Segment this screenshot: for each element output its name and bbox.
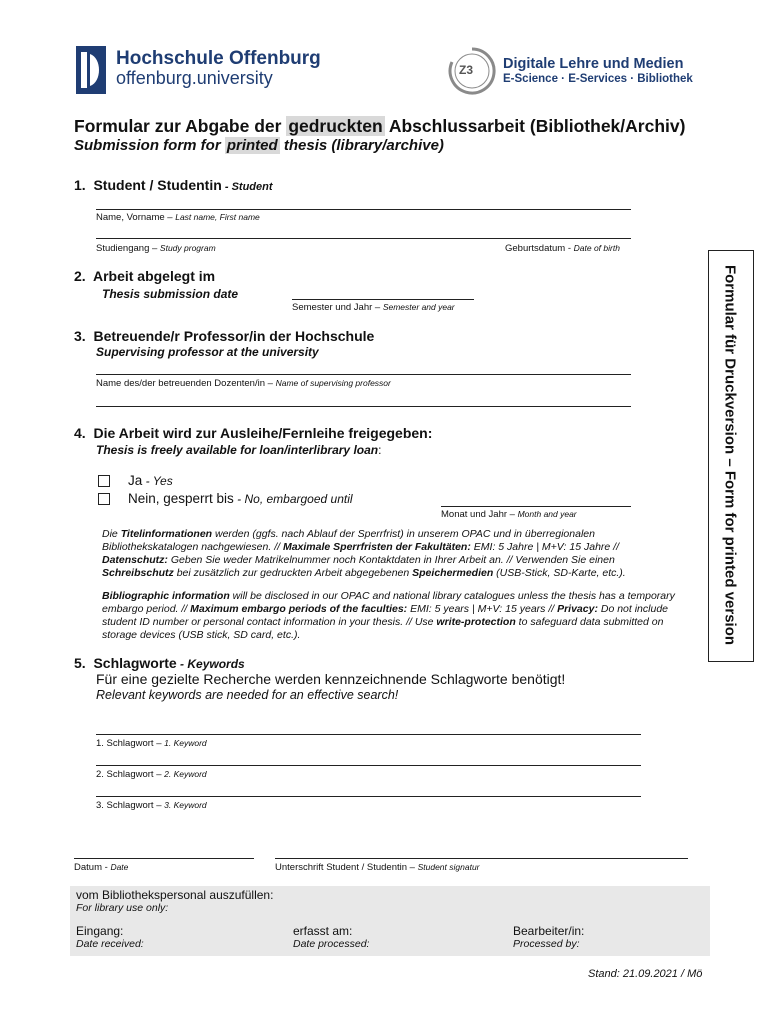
form-title-en: Submission form for printed thesis (library/archive) [74, 137, 444, 154]
side-label: Formular für Druckversion – Form for printed version [721, 264, 739, 646]
library-use-box [70, 886, 710, 956]
processed-label: erfasst am: [293, 924, 353, 938]
section2-sub: Thesis submission date [102, 287, 239, 301]
received-label-en: Date received: [76, 938, 144, 950]
semester-field-label: Semester und Jahr – Semester and year [292, 302, 455, 313]
processed-label-en: Date processed: [293, 938, 370, 950]
keyword1-label: 1. Schlagwort – 1. Keyword [96, 738, 207, 749]
name-field-label: Name, Vorname – Last name, First name [96, 212, 260, 223]
professor-field-label: Name des/der betreuenden Dozenten/in – Name of supervising professor [96, 378, 391, 389]
keyword2-label: 2. Schlagwort – 2. Keyword [96, 769, 207, 780]
section1-heading: 1. Student / Studentin - Student [74, 177, 273, 193]
keywords-note-en: Relevant keywords are needed for an effective search! [96, 688, 399, 702]
logo-name: Hochschule Offenburg [116, 48, 321, 69]
program-field-line[interactable] [96, 238, 631, 239]
professor-field-line[interactable] [96, 374, 631, 375]
processor-label-en: Processed by: [513, 938, 580, 950]
keyword1-line[interactable] [96, 734, 641, 735]
z3-subtitle: E-Science · E-Services · Bibliothek [503, 73, 693, 85]
library-title-en: For library use only: [76, 902, 169, 914]
section3-sub: Supervising professor at the university [96, 345, 319, 359]
section4-heading: 4. Die Arbeit wird zur Ausleihe/Fernleihe freigegeben: [74, 425, 433, 441]
student-signature-line[interactable] [275, 858, 688, 859]
section2-heading: 2. Arbeit abgelegt im [74, 268, 216, 284]
z3-badge-text: Z3 [459, 63, 474, 77]
program-field-label: Studiengang – Study program [96, 243, 216, 254]
date-signature-label: Datum - Date [74, 862, 129, 873]
hochschule-logo-icon [76, 46, 106, 94]
student-signature-label: Unterschrift Student / Studentin – Student signatur [275, 862, 480, 873]
keyword2-line[interactable] [96, 765, 641, 766]
processor-label: Bearbeiter/in: [513, 924, 585, 938]
keywords-note-de: Für eine gezielte Recherche werden kennzeichnende Schlagworte benötigt! [96, 671, 566, 687]
info-paragraph-en: Bibliographic information will be disclosed in our OPAC and national library catalogues unless the thesis has a temporary embargo period. // Maximum embargo periods of the faculties: EMI: 5 years | M+V: 15 years // Privacy: Do not include student ID number or personal contact information in your thesis. // Use write-protection to safeguard data submitted on storage devices (USB stick, SD card, etc.). [102, 590, 675, 641]
section5-heading: 5. Schlagworte - Keywords [74, 655, 245, 671]
footer-version: Stand: 21.09.2021 / Mö [588, 968, 703, 980]
info-paragraph-de: Die Titelinformationen werden (ggfs. nach Ablauf der Sperrfrist) in unserem OPAC und in überregionalen Bibliothekskatalogen nachgewiesen. // Maximale Sperrfristen der Fakultäten: EMI: 5 Jahre | M+V: 15 Jahre // Datenschutz: Geben Sie weder Matrikelnummer noch Kontaktdaten in Ihrer Arbeit an. // Verwenden Sie einen Schreibschutz bei zusätzlich zur gedruckten Arbeit abgegebenen Speichermedien (USB-Stick, SD-Karte, etc.). [102, 528, 626, 579]
name-field-line[interactable] [96, 209, 631, 210]
logo-domain: offenburg.university [116, 68, 273, 88]
section3-heading: 3. Betreuende/r Professor/in der Hochschule [74, 328, 375, 344]
embargo-date-line[interactable] [441, 506, 631, 507]
option-yes-label: Ja - Yes [128, 473, 173, 488]
section4-sub: Thesis is freely available for loan/interlibrary loan: [96, 443, 382, 457]
semester-field-line[interactable] [292, 299, 474, 300]
z3-title: Digitale Lehre und Medien [503, 56, 684, 72]
checkbox-no[interactable] [98, 493, 110, 505]
embargo-date-label: Monat und Jahr – Month and year [441, 509, 577, 520]
received-label: Eingang: [76, 924, 124, 938]
form-title-de: Formular zur Abgabe der gedruckten Abschlussarbeit (Bibliothek/Archiv) [74, 116, 686, 136]
keyword3-label: 3. Schlagwort – 3. Keyword [96, 800, 207, 811]
date-signature-line[interactable] [74, 858, 254, 859]
option-no-label: Nein, gesperrt bis - No, embargoed until [128, 491, 353, 506]
library-title: vom Bibliothekspersonal auszufüllen: [76, 888, 274, 902]
professor-field-line-2[interactable] [96, 406, 631, 407]
dob-field-label: Geburtsdatum - Date of birth [505, 243, 620, 254]
keyword3-line[interactable] [96, 796, 641, 797]
checkbox-yes[interactable] [98, 475, 110, 487]
